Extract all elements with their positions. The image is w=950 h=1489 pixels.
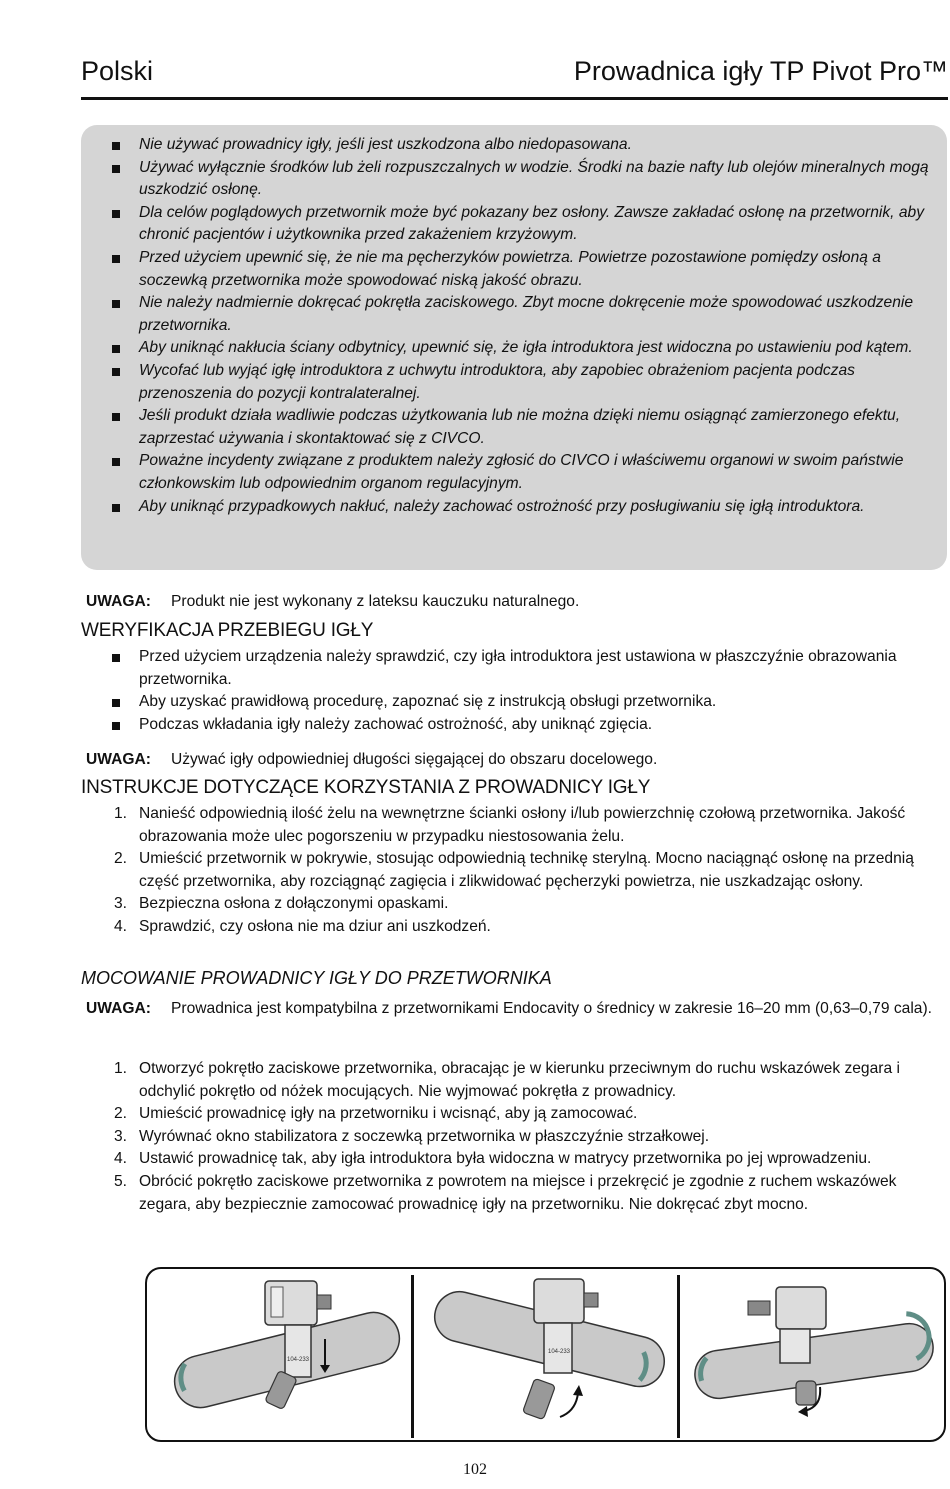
mounting-illustration (145, 1267, 946, 1442)
rotate-arrow-icon (573, 1385, 583, 1396)
list-item-text: Dla celów poglądowych przetwornik może być pokazany bez osłony. Zawsze zakładać osłonę na przetwornik, aby chronić pacjentów i użytkownika przed zakażeniem krzyżowym. (139, 203, 924, 244)
list-item-number: 4. (113, 1150, 127, 1168)
list-item-text: Aby uzyskać prawidłową procedurę, zapoznać się z instrukcją obsługi przetwornika. (139, 693, 717, 711)
list-item (81, 202, 937, 247)
list-item-text: Ustawić prowadnicę tak, aby igła introduktora była widoczna w matrycy przetwornika po jej wprowadzeniu. (139, 1150, 872, 1168)
section-heading-verification: WERYFIKACJA PRZEBIEGU IGŁY (81, 620, 374, 641)
verification-section (81, 646, 950, 736)
list-item (81, 450, 937, 495)
list-item-text: Wycofać lub wyjąć igłę introduktora z uchwytu introduktora, aby zapobiec obrażeniom pacjenta podczas przenoszenia do pozycji kontralateralnej. (139, 361, 855, 402)
list-item (81, 803, 950, 848)
note-label: UWAGA: (86, 593, 151, 610)
list-item-text: Bezpieczna osłona z dołączonymi opaskami. (139, 895, 449, 913)
note-latex (86, 591, 950, 614)
illustration-step-rotate-knob (414, 1269, 677, 1440)
list-item (81, 134, 937, 157)
list-item (81, 646, 950, 691)
bullet-icon (112, 255, 120, 263)
illustration-step-place-guide (147, 1269, 411, 1440)
list-item (81, 1126, 950, 1149)
list-item (81, 893, 950, 916)
list-item (81, 1103, 950, 1126)
list-item-text: Przed użyciem urządzenia należy sprawdzić, czy igła introduktora jest ustawiona w płaszczyźnie obrazowania przetwornika. (139, 648, 897, 688)
list-item-text: Sprawdzić, czy osłona nie ma dziur ani uszkodzeń. (139, 917, 491, 935)
bullet-icon (112, 654, 120, 662)
rotate-arrow-shaft (560, 1393, 578, 1417)
list-item-text: Otworzyć pokrętło zaciskowe przetwornika, obracając je w kierunku przeciwnym do ruchu wskazówek zegara i odchylić pokrętło od nóżek mocujących. Nie wyjmować pokrętła z prowadnicy. (139, 1060, 900, 1100)
list-item (81, 360, 937, 405)
note-text: Używać igły odpowiedniej długości sięgającej do obszaru docelowego. (171, 751, 658, 768)
document-title: Prowadnica igły TP Pivot Pro™ (573, 56, 948, 86)
list-item-number: 4. (113, 917, 127, 935)
list-item (81, 916, 950, 939)
part-label: 104-233 (548, 1349, 571, 1355)
language-label: Polski (81, 56, 154, 86)
list-item (81, 157, 937, 202)
list-item (81, 247, 937, 292)
bullet-icon (112, 722, 120, 730)
clamp-knob-closed (796, 1381, 816, 1405)
bullet-icon (112, 210, 120, 218)
guide-body (534, 1279, 584, 1323)
list-item-text: Nanieść odpowiednią ilość żelu na wewnętrzne ścianki osłony i/lub powierzchnię czołową przetwornika. Jakość obrazowania może ulec pogorszeniu w przypadku niestosowania żelu. (139, 805, 906, 845)
list-item-number: 1. (113, 1060, 127, 1077)
clamp-knob (317, 1295, 331, 1309)
list-item (81, 848, 950, 893)
bullet-icon (112, 142, 120, 150)
clamp-knob (584, 1293, 598, 1307)
list-item-text: Aby uniknąć nakłucia ściany odbytnicy, upewnić się, że igła introduktora jest widoczna po ustawieniu pod kątem. (139, 339, 913, 357)
list-item (81, 1148, 950, 1171)
page-number: 102 (463, 1461, 487, 1478)
mounting-steps-list (81, 1058, 950, 1216)
list-item (81, 714, 950, 737)
list-item-number: 3. (113, 1127, 127, 1145)
bullet-icon (112, 504, 120, 512)
bullet-icon (112, 165, 120, 173)
list-item-text: Nie używać prowadnicy igły, jeśli jest uszkodzona albo niedopasowana. (139, 136, 632, 153)
list-item-number: 1. (113, 805, 127, 822)
list-item-text: Poważne incydenty związane z produktem należy zgłosić do CIVCO i właściwemu organowi w swoim państwie członkowskim lub odpowiednim organom regulacyjnym. (139, 452, 904, 492)
list-item-number: 5. (113, 1172, 127, 1190)
section-heading-instructions: INSTRUKCJE DOTYCZĄCE KORZYSTANIA Z PROWADNICY IGŁY (81, 777, 651, 798)
bullet-icon (112, 458, 120, 466)
instructions-section (81, 803, 950, 939)
warnings-box (81, 125, 947, 570)
bullet-icon (112, 368, 120, 376)
warnings-list (81, 134, 937, 518)
list-item (81, 496, 937, 519)
note-label: UWAGA: (86, 1000, 151, 1017)
list-item-text: Wyrównać okno stabilizatora z soczewką przetwornika w płaszczyźnie strzałkowej. (139, 1127, 710, 1145)
list-item-text: Przed użyciem upewnić się, że nie ma pęcherzyków powietrza. Powietrze pozostawione pomiędzy osłoną a soczewką przetwornika może spowodować niską jakość obrazu. (139, 248, 881, 289)
mounting-section (81, 1058, 950, 1216)
guide-slot (271, 1287, 283, 1317)
list-item (81, 292, 937, 337)
note-text: Prowadnica jest kompatybilna z przetwornikami Endocavity o średnicy w zakresie 16–20 mm (0,63–0,79 cala). (171, 1000, 932, 1017)
page-header (81, 56, 948, 100)
guide-clip (780, 1329, 810, 1363)
list-item (81, 1058, 950, 1103)
list-item-text: Obrócić pokrętło zaciskowe przetwornika z powrotem na miejsce i przekręcić je zgodnie z ruchem wskazówek zegara, aby bezpiecznie zamocować prowadnicę igły na przetworniku. Nie dokręcać zbyt mocno. (139, 1172, 897, 1213)
list-item-text: Podczas wkładania igły należy zachować ostrożność, aby uniknąć zgięcia. (139, 715, 653, 733)
list-item-text: Używać wyłącznie środków lub żeli rozpuszczalnych w wodzie. Środki na bazie nafty lub olejów mineralnych mogą uszkodzić osłonę. (139, 158, 929, 199)
guide-clip (544, 1323, 572, 1373)
note-text: Produkt nie jest wykonany z lateksu kauczuku naturalnego. (171, 593, 580, 610)
list-item-text: Aby uniknąć przypadkowych nakłuć, należy zachować ostrożność przy posługiwaniu się igłą introduktora. (139, 497, 865, 515)
list-item-text: Nie należy nadmiernie dokręcać pokrętła zaciskowego. Zbyt mocne dokręcenie może spowodować uszkodzenie przetwornika. (139, 294, 914, 334)
list-item-text: Umieścić przetwornik w pokrywie, stosując odpowiednią technikę sterylną. Mocno naciągnąć osłonę na przednią część przetwornika, aby rozciągnąć zagięcia i zlikwidować pęcherzyki powietrza, nie uszkadzając osłony. (139, 850, 914, 890)
list-item-text: Jeśli produkt działa wadliwie podczas użytkowania lub nie można dzięki niemu osiągnąć zamierzonego efektu, zaprzestać używania i skontaktować się z CIVCO. (139, 407, 901, 447)
note-compatibility (86, 998, 950, 1021)
instructions-list (81, 803, 950, 939)
list-item-text: Umieścić prowadnicę igły na przetworniku i wcisnąć, aby ją zamocować. (139, 1105, 638, 1123)
list-item (81, 337, 937, 360)
bullet-icon (112, 699, 120, 707)
list-item (81, 405, 937, 450)
list-item-number: 3. (113, 895, 127, 913)
list-item (81, 691, 950, 714)
section-heading-mounting: MOCOWANIE PROWADNICY IGŁY DO PRZETWORNIKA (81, 968, 552, 988)
list-item-number: 2. (113, 1105, 127, 1123)
list-item-number: 2. (113, 850, 127, 868)
header-rule (81, 97, 948, 100)
verification-list (81, 646, 950, 736)
bullet-icon (112, 345, 120, 353)
illustration-step-tighten-knob (680, 1269, 944, 1440)
bullet-icon (112, 300, 120, 308)
guide-clip (285, 1325, 311, 1377)
needle-holder (748, 1301, 770, 1315)
guide-body (776, 1287, 826, 1329)
part-label: 104-233 (287, 1357, 310, 1363)
note-needle-length (86, 749, 950, 772)
list-item (81, 1171, 950, 1216)
tighten-arrow-icon (798, 1406, 808, 1417)
bullet-icon (112, 413, 120, 421)
clamp-knob-open (523, 1378, 556, 1419)
note-label: UWAGA: (86, 751, 151, 768)
